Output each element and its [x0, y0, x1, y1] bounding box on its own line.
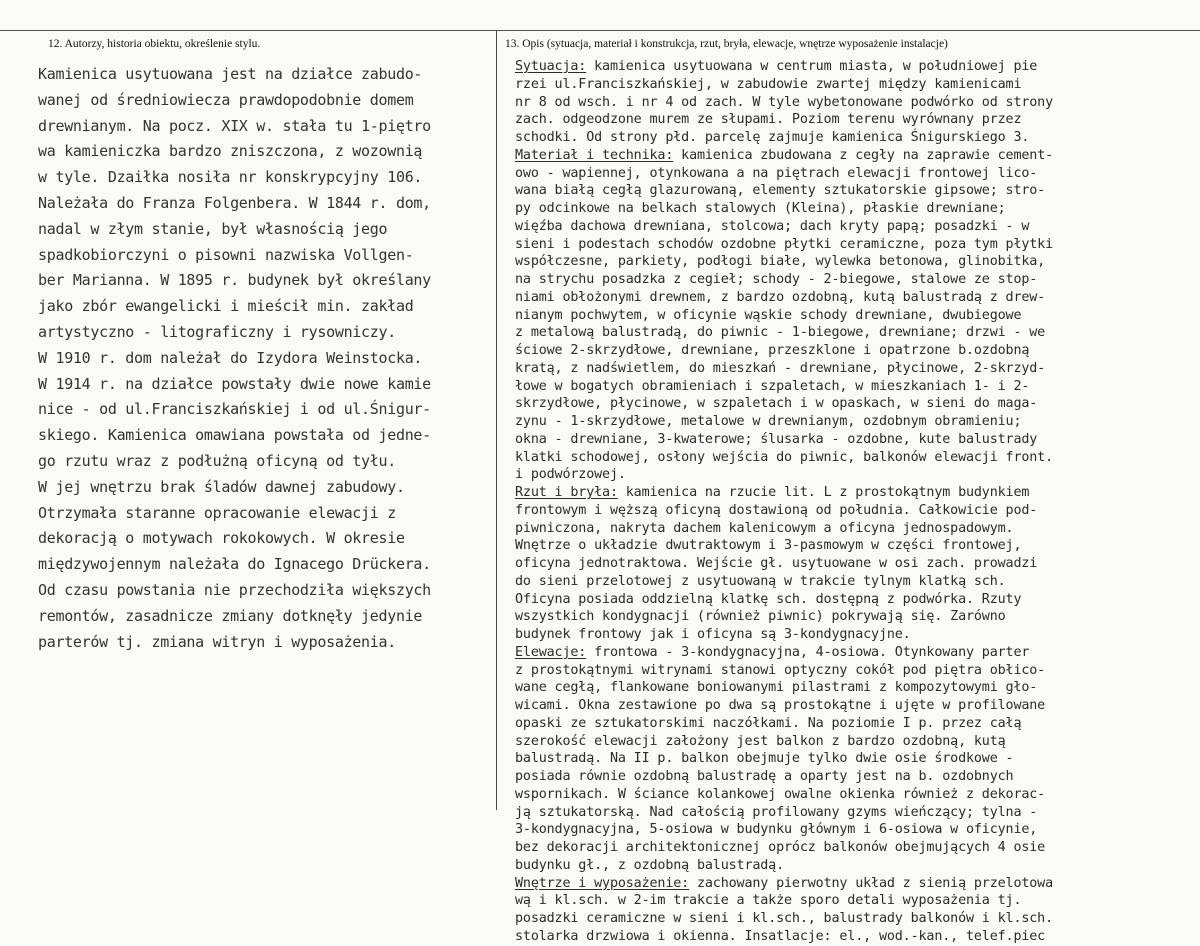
section-label: Sytuacja: — [515, 59, 587, 74]
description-text: 3-kondygnacyjna, 5-osiowa w budynku głównym i 6-osiowa w oficynie, — [515, 822, 1038, 838]
description-text: py odcinkowe na belkach stalowych (Kleina), płaskie drewniane; — [515, 201, 1006, 216]
description-text-line — [515, 200, 1200, 218]
history-text-line: skiego. Kamienica omawiana powstała od jedne- — [38, 426, 431, 445]
description-text-line — [515, 218, 1200, 236]
description-text-line — [515, 129, 1200, 147]
description-text-line — [515, 165, 1200, 183]
description-text: szerokość elewacji założony jest balkon z bardzo ozdobną, kutą — [515, 733, 1006, 749]
description-text: niami obłożonymi drewnem, z bardzo ozdobną, kutą balustradą z drew- — [515, 289, 1046, 305]
history-text-line: wa kamieniczka bardzo zniszczona, z wozownią — [38, 142, 423, 161]
description-text-line — [515, 679, 1200, 697]
description-text-line — [515, 360, 1200, 378]
description-text-line — [515, 236, 1200, 254]
description-text: okna - drewniane, 3-kwaterowe; ślusarka - ozdobne, kute balustrady — [515, 431, 1038, 447]
description-text: nr 8 od wsch. i nr 4 od zach. W tyle wybetonowane podwórko od strony — [515, 94, 1054, 110]
history-text-line: Należała do Franza Folgenbera. W 1844 r. dom, — [38, 193, 431, 212]
description-text: piwniczona, nakryta dachem kalenicowym a oficyna jednospadowym. — [515, 520, 1014, 536]
description-text-line — [515, 94, 1200, 112]
description-text: wspornikach. W ściance kolankowej owalne okienka również z dekorac- — [515, 786, 1046, 802]
description-text-line — [515, 697, 1200, 715]
history-text-line: artystyczno - litograficzny i rysowniczy. — [38, 322, 396, 341]
description-text-line — [515, 839, 1200, 857]
description-text-line — [515, 821, 1200, 839]
history-text-line: drewnianym. Na pocz. XIX w. stała tu 1-piętro — [38, 116, 431, 135]
section-13-heading: 13. Opis (sytuacja, materiał i konstrukcja, rzut, bryła, elewacje, wnętrze wyposażenie instalacje) — [505, 38, 948, 50]
description-text: budynku gł., z ozdobną balustradą. — [515, 857, 785, 873]
description-text: kamienica zbudowana z cegły na zaprawie cement- — [673, 147, 1054, 163]
description-text: wana białą cegłą glazurowaną, elementy sztukatorskie gipsowe; stro- — [515, 183, 1046, 199]
description-text-line — [515, 342, 1200, 360]
history-text-line: międzywojennym należała do Ignacego Drückera. — [38, 555, 431, 574]
description-text: budynek frontowy jak i oficyna są 3-kondygnacyjne. — [515, 627, 911, 642]
description-text: zynu - 1-skrzydłowe, metalowe w drewnianym, ozdobnym obramieniu; — [515, 414, 1022, 429]
description-text: owo - wapiennej, otynkowana a na piętrach elewacji frontowej lico- — [515, 165, 1038, 181]
description-text-line — [515, 324, 1200, 342]
description-text: wą i kl.sch. w 2-im trakcie a także sporo detali wyposażenia tj. — [515, 893, 1022, 909]
description-text: Oficyna posiada oddzielną klatkę sch. dostępną z podwórka. Rzuty — [515, 591, 1022, 607]
description-text: nianym pochwytem, w oficynie wąskie schody drewniane, dwubiegowe — [515, 307, 1022, 323]
description-text-line — [515, 378, 1200, 396]
description-text: oficyna jednotraktowa. Wejście gł. usytuowane w osi zach. prowadzi — [515, 556, 1038, 571]
description-text: sieni i podestach schodów ozdobne płytki ceramiczne, poza tym płytki — [515, 236, 1054, 252]
description-text-line — [515, 271, 1200, 289]
history-text-line: W jej wnętrzu brak śladów dawnej zabudowy. — [38, 477, 405, 496]
description-text-line — [515, 76, 1200, 94]
description-text: z prostokątnymi witrynami stanowi optyczny cokół pod piętra obłico- — [515, 662, 1046, 678]
description-text-line — [515, 449, 1200, 467]
description-text: kratą, z nadświetlem, do mieszkań - drewniane, płycinowe, 2-skrzyd- — [515, 360, 1046, 376]
description-text: ją sztukatorską. Nad całością profilowany gzyms wieńczący; tylna - — [515, 804, 1038, 820]
description-text: stolarka drzwiowa i okienna. Insatlacje: el., wod.-kan., telef.piec — [515, 928, 1046, 944]
description-text-line — [515, 910, 1200, 928]
description-text: do sieni przelotowej z usytuowaną w trakcie tylnym klatką sch. — [515, 573, 1006, 589]
description-text: na strychu posadzka z cegieł; schody - 2-biegowe, stalowe ze stop- — [515, 272, 1038, 287]
history-text-column — [38, 62, 493, 655]
description-text: bez dekoracji architektonicznej oprócz balkonów obejmujących 4 osie — [515, 840, 1046, 855]
description-text-line — [515, 502, 1200, 520]
history-text-line: dekoracją o motywach rokokowych. W okresie — [38, 529, 405, 548]
description-text: rzei ul.Franciszkańskiej, w zabudowie zwartej między kamienicami — [515, 76, 1022, 92]
description-text-line — [515, 626, 1200, 644]
description-text-line — [515, 182, 1200, 200]
description-text-line — [515, 395, 1200, 413]
description-text-line — [515, 58, 1200, 76]
description-text-line — [515, 786, 1200, 804]
history-text-line: nadal w złym stanie, był własnością jego — [38, 219, 388, 238]
description-text-line — [515, 413, 1200, 431]
description-text: kamienica usytuowana w centrum miasta, w południowej pie — [586, 59, 1038, 74]
history-text-line: Kamienica usytuowana jest na działce zabudo- — [38, 65, 423, 83]
section-label: Materiał i technika: — [515, 147, 674, 163]
description-text-line — [515, 555, 1200, 573]
description-text: frontowym i węższą oficyną dostawioną od południa. Całkowicie pod- — [515, 502, 1038, 518]
description-text-line — [515, 892, 1200, 910]
history-text-line: w tyle. Dzaiłka nosiła nr konskrypcyjny 106. — [38, 168, 423, 187]
description-text: z metalową balustradą, do piwnic - 1-biegowe, drewniane; drzwi - we — [515, 325, 1046, 341]
description-text: zachowany pierwotny układ z sienią przelotowa — [689, 875, 1054, 891]
description-text-line — [515, 608, 1200, 626]
description-text-line — [515, 768, 1200, 786]
description-text: więźba dachowa drewniana, stolcowa; dach kryty papą; posadzki - w — [515, 218, 1030, 234]
section-label: Elewacje: — [515, 644, 587, 660]
description-text-column — [515, 58, 1200, 946]
description-text: frontowa - 3-kondygnacyjna, 4-osiowa. Otynkowany parter — [586, 644, 1030, 660]
description-text: wszystkich kondygnacji (również piwnic) pokrywają się. Zarówno — [515, 609, 1006, 625]
description-text-line — [515, 857, 1200, 875]
history-text-line: spadkobiorczyni o pisowni nazwiska Vollgen- — [38, 245, 414, 264]
description-text-line — [515, 466, 1200, 484]
description-text-line — [515, 307, 1200, 325]
history-text-line: Otrzymała staranne opracowanie elewacji z — [38, 503, 396, 522]
description-text-line — [515, 537, 1200, 555]
section-label: Wnętrze i wyposażenie: — [515, 875, 690, 891]
description-text: skrzydłowe, płycinowe, w szpaletach i w opaskach, w sieni do maga- — [515, 396, 1038, 412]
description-text: wicami. Okna zestawione po dwa są prostokątne i ujęte w profilowane — [515, 698, 1046, 713]
description-text-line — [515, 431, 1200, 449]
description-text-line — [515, 111, 1200, 129]
history-text-line: remontów, zasadnicze zmiany dotknęły jedynie — [38, 606, 423, 625]
history-text-line: W 1910 r. dom należał do Izydora Weinstocka. — [38, 348, 423, 367]
description-text-line — [515, 662, 1200, 680]
history-text-line: ber Marianna. W 1895 r. budynek był określany — [38, 271, 431, 290]
description-text: łowe w bogatych obramieniach i szpaletach, w mieszkaniach 1- i 2- — [515, 378, 1030, 394]
description-text: zach. odgeodzone murem ze słupami. Poziom terenu wyrównany przez — [515, 112, 1022, 128]
description-text: ściowe 2-skrzydłowe, drewniane, przeszklone i opatrzone b.ozdobną — [515, 343, 1030, 358]
description-text-line — [515, 804, 1200, 822]
form-top-border — [0, 30, 1200, 31]
history-text-line: jako zbór ewangelicki i mieścił min. zakład — [38, 297, 414, 316]
description-text-line — [515, 289, 1200, 307]
description-text: klatki schodowej, osłony wejścia do piwnic, balkonów elewacji front. — [515, 449, 1054, 465]
column-divider — [496, 30, 497, 810]
description-text: współczesne, parkiety, podłogi białe, wylewka betonowa, glinobitka, — [515, 254, 1046, 270]
history-text-line: go rzutu wraz z podłużną oficyną od tyłu. — [38, 451, 396, 470]
description-text-line — [515, 484, 1200, 502]
description-text: Wnętrze o układzie dwutraktowym i 3-pasmowym w części frontowej, — [515, 538, 1022, 554]
description-text-line — [515, 928, 1200, 946]
description-text: opaski ze sztukatorskimi naczółkami. Na poziomie I p. przez całą — [515, 715, 1022, 731]
description-text: wane cegłą, flankowane boniowanymi pilastrami z kompozytowymi gło- — [515, 680, 1038, 696]
description-text-line — [515, 644, 1200, 662]
history-text-line: Od czasu powstania nie przechodziła większych — [38, 580, 431, 599]
description-text-line — [515, 147, 1200, 165]
history-text-line: wanej od średniowiecza prawdopodobnie domem — [38, 90, 414, 109]
description-text-line — [515, 715, 1200, 733]
description-text: schodki. Od strony płd. parcelę zajmuje kamienica Śnigurskiego 3. — [515, 130, 1030, 145]
description-text: kamienica na rzucie lit. L z prostokątnym budynkiem — [617, 485, 1030, 500]
description-text-line — [515, 520, 1200, 538]
description-text: balustradą. Na II p. balkon obejmuje tylko dwie osie środkowe - — [515, 751, 1014, 767]
description-text-line — [515, 750, 1200, 768]
description-text: posiada równie ozdobną balustradę a oparty jest na b. ozdobnych — [515, 769, 1014, 784]
description-text-line — [515, 875, 1200, 893]
description-text-line — [515, 733, 1200, 751]
section-label: Rzut i bryła: — [515, 485, 618, 500]
description-text: i podwórzowej. — [515, 467, 626, 483]
description-text-line — [515, 253, 1200, 271]
section-12-heading: 12. Autorzy, historia obiektu, określenie stylu. — [48, 38, 261, 50]
description-text: posadzki ceramiczne w sieni i kl.sch., balustrady balkonów i kl.sch. — [515, 911, 1054, 926]
history-text-line: W 1914 r. na działce powstały dwie nowe kamie — [38, 374, 431, 393]
history-text-line: nice - od ul.Franciszkańskiej i od ul.Śnigur- — [38, 400, 431, 419]
description-text-line — [515, 573, 1200, 591]
description-text-line — [515, 591, 1200, 609]
history-text-line: parterów tj. zmiana witryn i wyposażenia. — [38, 632, 396, 651]
